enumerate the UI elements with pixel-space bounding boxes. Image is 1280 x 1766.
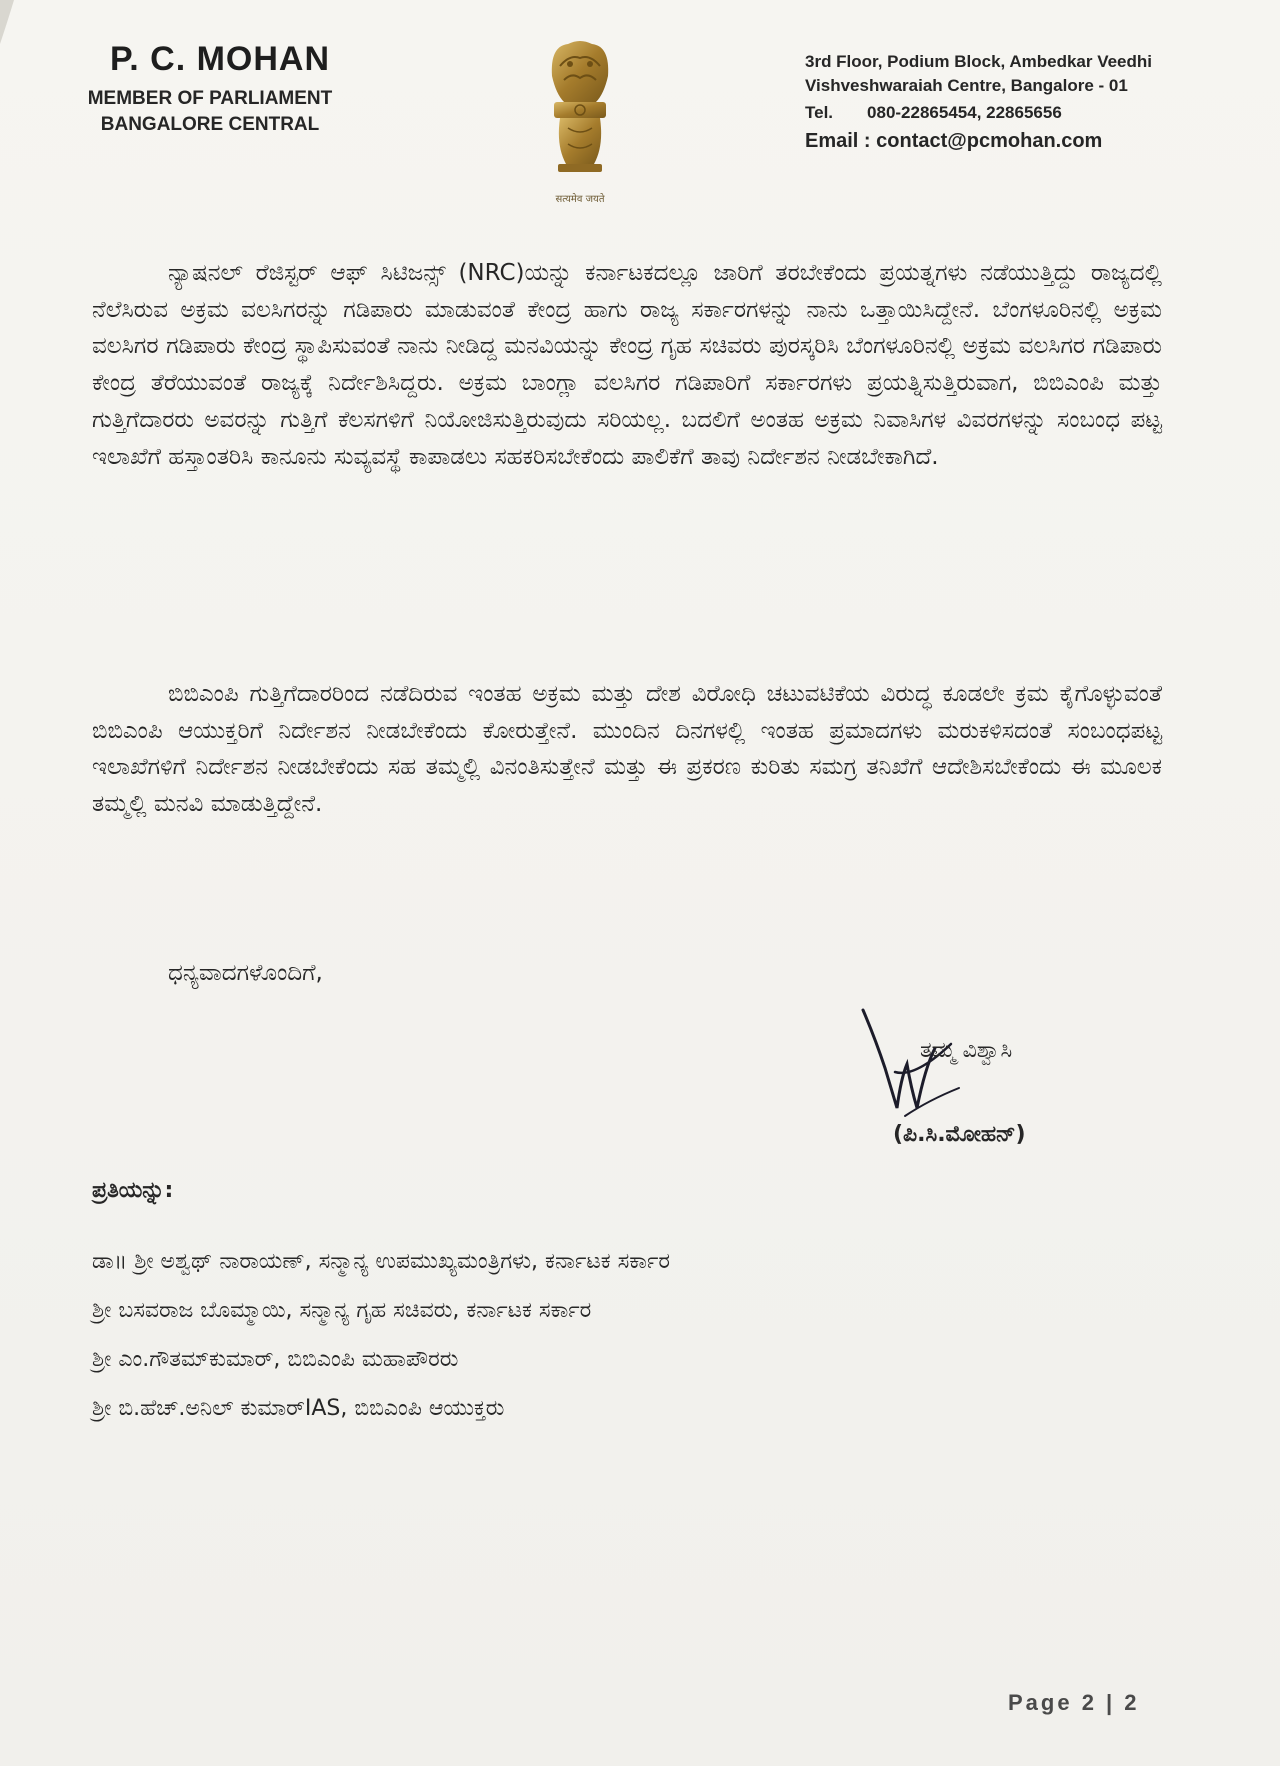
letterhead-constituency: BANGALORE CENTRAL: [100, 114, 320, 135]
copy-recipient: ಶ್ರೀ ಬಿ.ಹೆಚ್.ಅನಿಲ್ ಕುಮಾರ್IAS, ಬಿಬಿಎಂಪಿ ಆಯುಕ್ತರು: [92, 1396, 505, 1421]
thanks-line: ಧನ್ಯವಾದಗಳೊಂದಿಗೆ,: [168, 960, 323, 986]
letterhead-name: P. C. MOHAN: [109, 40, 331, 78]
body-paragraph-2: ಬಿಬಿಎಂಪಿ ಗುತ್ತಿಗೆದಾರರಿಂದ ನಡೆದಿರುವ ಇಂತಹ ಅಕ್ರಮ ಮತ್ತು ದೇಶ ವಿರೋಧಿ ಚಟುವಟಿಕೆಯ ವಿರುದ್ಧ ಕೂಡಲೇ ಕ್ರಮ ಕೈಗೊಳ್ಳುವಂತೆ ಬಿಬಿಎಂಪಿ ಆಯುಕ್ತರಿಗೆ ನಿರ್ದೇಶನ ನೀಡಬೇಕೆಂದು ಕೋರುತ್ತೇನೆ. ಮುಂದಿನ ದಿನಗಳಲ್ಲಿ ಇಂತಹ ಪ್ರಮಾದಗಳು ಮರುಕಳಿಸದಂತೆ ಸಂಬಂಧಪಟ್ಟ ಇಲಾಖೆಗಳಿಗೆ ನಿರ್ದೇಶನ ನೀಡಬೇಕೆಂದು ಸಹ ತಮ್ಮಲ್ಲಿ ವಿನಂತಿಸುತ್ತೇನೆ ಮತ್ತು ಈ ಪ್ರಕರಣ ಕುರಿತು ಸಮಗ್ರ ತನಿಖೆಗೆ ಆದೇಶಿಸಬೇಕೆಂದು ಈ ಮೂಲಕ ತಮ್ಮಲ್ಲಿ ಮನವಿ ಮಾಡುತ್ತಿದ್ದೇನೆ.: [92, 681, 1162, 818]
copy-recipient: ಶ್ರೀ ಎಂ.ಗೌತಮ್‌ಕುಮಾರ್, ಬಿಬಿಎಂಪಿ ಮಹಾಪೌರರು: [92, 1347, 459, 1372]
email-line: Email : contact@pcmohan.com: [805, 130, 1103, 152]
copies-heading: ಪ್ರತಿಯನ್ನು:: [92, 1178, 174, 1203]
copy-recipient: ಡಾ॥ ಶ್ರೀ ಅಶ್ವಥ್ ನಾರಾಯಣ್, ಸನ್ಮಾನ್ಯ ಉಪಮುಖ್ಯಮಂತ್ರಿಗಳು, ಕರ್ನಾಟಕ ಸರ್ಕಾರ: [92, 1249, 670, 1274]
page-corner-fold: [0, 0, 30, 46]
emblem-motto: सत्यमेव जयते: [555, 194, 605, 205]
address-line-2: Vishveshwaraiah Centre, Bangalore - 01: [805, 76, 1128, 95]
address-line-1: 3rd Floor, Podium Block, Ambedkar Veedhi: [805, 52, 1153, 71]
copies-list: [92, 1242, 670, 1438]
handwritten-signature: [855, 1008, 965, 1120]
body-paragraph-1: ನ್ಯಾಷನಲ್ ರೆಜಿಸ್ಟರ್ ಆಫ್ ಸಿಟಿಜನ್ಸ್ (NRC)ಯನ್ನು ಕರ್ನಾಟಕದಲ್ಲೂ ಜಾರಿಗೆ ತರಬೇಕೆಂದು ಪ್ರಯತ್ನಗಳು ನಡೆಯುತ್ತಿದ್ದು ರಾಜ್ಯದಲ್ಲಿ ನೆಲೆಸಿರುವ ಅಕ್ರಮ ವಲಸಿಗರನ್ನು ಗಡಿಪಾರು ಮಾಡುವಂತೆ ಕೇಂದ್ರ ಹಾಗು ರಾಜ್ಯ ಸರ್ಕಾರಗಳನ್ನು ನಾನು ಒತ್ತಾಯಿಸಿದ್ದೇನೆ. ಬೆಂಗಳೂರಿನಲ್ಲಿ ಅಕ್ರಮ ವಲಸಿಗರ ಗಡಿಪಾರು ಕೇಂದ್ರ ಸ್ಥಾಪಿಸುವಂತೆ ನಾನು ನೀಡಿದ್ದ ಮನವಿಯನ್ನು ಕೇಂದ್ರ ಗೃಹ ಸಚಿವರು ಪುರಸ್ಕರಿಸಿ ಬೆಂಗಳೂರಿನಲ್ಲಿ ಅಕ್ರಮ ವಲಸಿಗರ ಗಡಿಪಾರು ಕೇಂದ್ರ ತೆರೆಯುವಂತೆ ರಾಜ್ಯಕ್ಕೆ ನಿರ್ದೇಶಿಸಿದ್ದರು. ಅಕ್ರಮ ಬಾಂಗ್ಲಾ ವಲಸಿಗರ ಗಡಿಪಾರಿಗೆ ಸರ್ಕಾರಗಳು ಪ್ರಯತ್ನಿಸುತ್ತಿರುವಾಗ, ಬಿಬಿಎಂಪಿ ಮತ್ತು ಗುತ್ತಿಗೆದಾರರು ಅವರನ್ನು ಗುತ್ತಿಗೆ ಕೆಲಸಗಳಿಗೆ ನಿಯೋಜಿಸುತ್ತಿರುವುದು ಸರಿಯಲ್ಲ. ಬದಲಿಗೆ ಅಂತಹ ಅಕ್ರಮ ನಿವಾಸಿಗಳ ವಿವರಗಳನ್ನು ಸಂಬಂಧ ಪಟ್ಟ ಇಲಾಖೆಗೆ ಹಸ್ತಾಂತರಿಸಿ ಕಾನೂನು ಸುವ್ಯವಸ್ಥೆ ಕಾಪಾಡಲು ಸಹಕರಿಸಬೇಕೆಂದು ಪಾಲಿಕೆಗೆ ತಾವು ನಿರ್ದೇಶನ ನೀಡಬೇಕಾಗಿದೆ.: [92, 260, 1162, 470]
telephone-label: Tel.: [805, 103, 834, 122]
telephone-line: [805, 103, 1235, 123]
national-emblem-icon: [530, 36, 630, 216]
closing-phrase: ತಮ್ಮ ವಿಶ್ವಾಸಿ: [920, 1038, 1013, 1063]
telephone-number: 080-22865454, 22865656: [867, 103, 1062, 122]
signer-name: (ಪಿ.ಸಿ.ಮೋಹನ್): [893, 1122, 1026, 1147]
copy-recipient: ಶ್ರೀ ಬಸವರಾಜ ಬೊಮ್ಮಾಯಿ, ಸನ್ಮಾನ್ಯ ಗೃಹ ಸಚಿವರು, ಕರ್ನಾಟಕ ಸರ್ಕಾರ: [92, 1298, 592, 1323]
letterhead-designation: MEMBER OF PARLIAMENT: [87, 88, 333, 109]
page-number: Page 2 | 2: [1008, 1690, 1140, 1715]
